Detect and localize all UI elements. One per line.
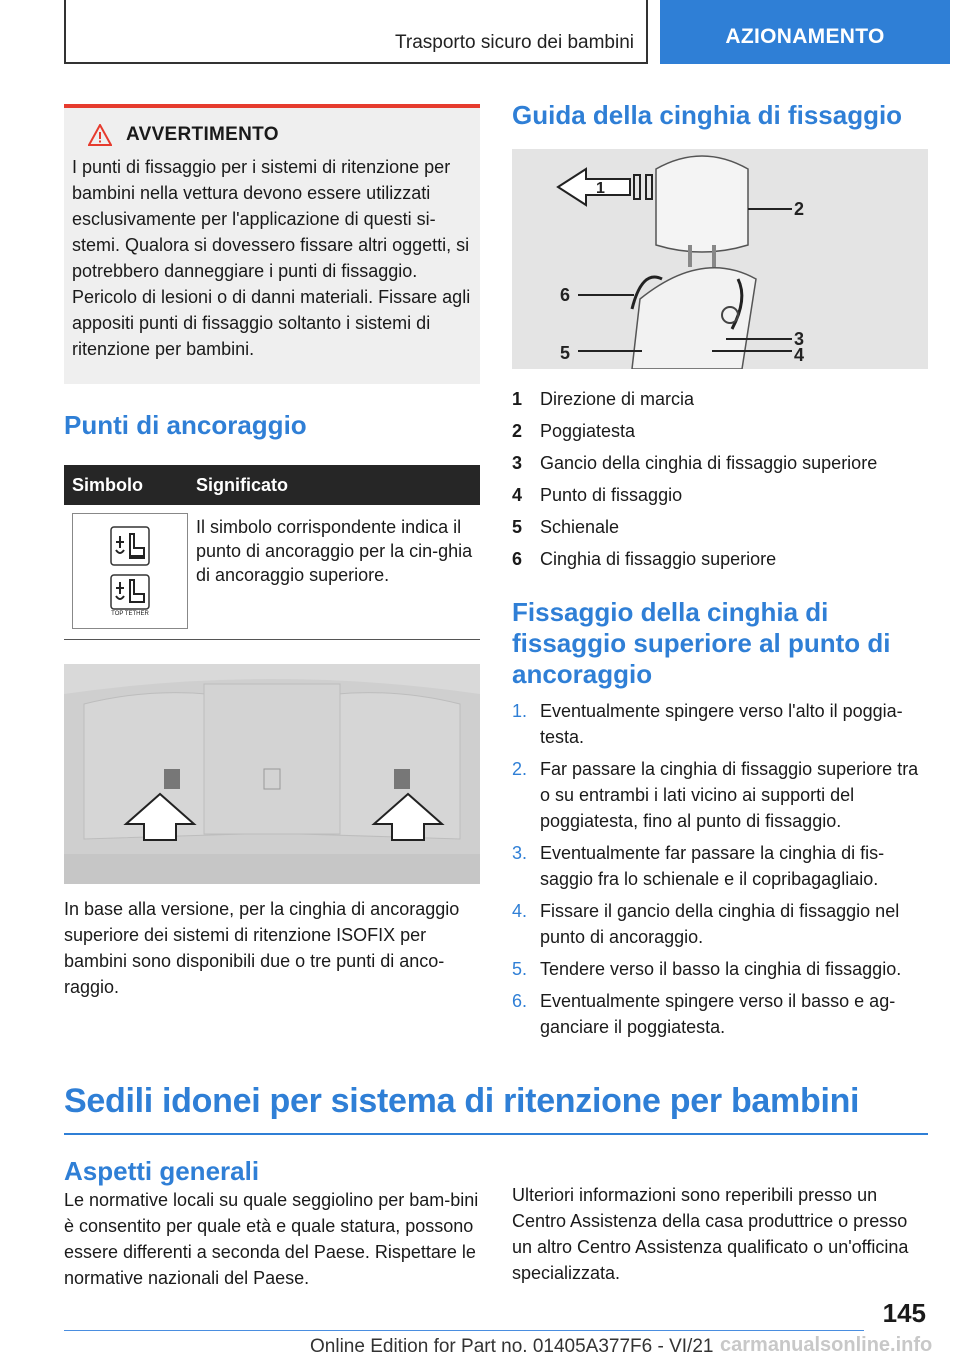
list-item: 3 Gancio della cinghia di fissaggio superiore <box>512 453 878 473</box>
right-column <box>512 100 928 1046</box>
symbol-label: TOP TETHER <box>111 610 149 617</box>
warning-title: AVVERTIMENTO <box>126 124 279 145</box>
list-item: 1 Direzione di marcia <box>512 389 695 409</box>
table-header <box>64 465 480 505</box>
warning-text: I punti di fissaggio per i sistemi di ritenzione per bambini nella vettura devono essere utilizzati esclusivamente per l'applicazione di questi si-stemi. Qualora si dovessero fissare altri oggetti, si potrebbero danneggiare i punti di fissaggio. Pericolo di lesioni o di danni materiali. Fissare agli appositi punti di fissaggio soltanto i sistemi di ritenzione per bambini. <box>72 157 471 359</box>
header-title: Trasporto sicuro dei bambini <box>394 32 634 53</box>
page-number: 145 <box>882 1298 926 1328</box>
isofix-anchor-icon <box>110 526 150 566</box>
left-column <box>64 104 480 1000</box>
general-aspects <box>64 1156 480 1291</box>
diagram-legend <box>512 383 928 575</box>
svg-text:2: 2 <box>794 199 805 219</box>
anchors-heading: Punti di ancoraggio <box>64 410 307 440</box>
symbol-table <box>64 465 480 640</box>
guide-heading: Guida della cinghia di fissaggio <box>512 100 903 130</box>
list-item: 4. Fissare il gancio della cinghia di fissaggio nel punto di ancoraggio. <box>512 901 900 947</box>
anchor-points-photo <box>64 664 480 884</box>
col-symbol-header: Simbolo <box>72 474 143 495</box>
section-tab[interactable]: AZIONAMENTO <box>660 0 950 64</box>
fixing-heading: Fissaggio della cinghia di fissaggio superiore al punto di ancoraggio <box>512 597 891 689</box>
table-row <box>64 505 480 640</box>
symbol-box <box>72 513 188 629</box>
footer-divider <box>64 1330 864 1331</box>
svg-text:5: 5 <box>560 343 571 363</box>
list-item: 5. Tendere verso il basso la cinghia di fissaggio. <box>512 959 902 979</box>
list-item: 1. Eventualmente spingere verso l'alto il poggia-testa. <box>512 701 903 747</box>
top-tether-icon <box>110 574 150 610</box>
list-item: 6 Cinghia di fissaggio superiore <box>512 549 777 569</box>
svg-text:3: 3 <box>794 329 805 349</box>
general-aspects-heading: Aspetti generali <box>64 1156 260 1186</box>
list-item: 3. Eventualmente far passare la cinghia di fis-saggio fra lo schienale e il copribagagliaio. <box>512 843 885 889</box>
warning-triangle-icon <box>88 124 112 146</box>
footer-edition: Online Edition for Part no. 01405A377F6 - VI/21 <box>310 1336 714 1357</box>
list-item: 4 Punto di fissaggio <box>512 485 683 505</box>
list-item: 2. Far passare la cinghia di fissaggio superiore tra o su entrambi i lati vicino ai supporti del poggiatesta, fino al punto di fissaggio. <box>512 759 919 831</box>
svg-text:6: 6 <box>560 285 571 305</box>
list-item: 5 Schienale <box>512 517 620 537</box>
col-meaning-header: Significato <box>196 474 289 495</box>
anchors-paragraph: In base alla versione, per la cinghia di ancoraggio superiore dei sistemi di ritenzione ISOFIX per bambini sono disponibili due o tre punti di anco-raggio. <box>64 899 460 997</box>
seats-heading: Sedili idonei per sistema di ritenzione per bambini <box>64 1082 928 1135</box>
tether-guide-diagram <box>512 149 928 369</box>
svg-text:1: 1 <box>596 180 605 197</box>
svg-text:4: 4 <box>794 345 805 365</box>
fixing-steps <box>512 698 928 1040</box>
header-frame <box>64 0 648 64</box>
warning-box <box>64 104 480 384</box>
list-item: 2 Poggiatesta <box>512 421 636 441</box>
general-aspects-text: Le normative locali su quale seggiolino per bam-bini è consentito per quale età e quale statura, possono essere differenti a seconda del Paese. Rispettare le normative nazionali del Paese. <box>64 1190 479 1288</box>
footer-watermark: carmanualsonline.info <box>720 1334 933 1356</box>
more-info-text: Ulteriori informazioni sono reperibili presso un Centro Assistenza della casa produttrice o presso un altro Centro Assistenza qualificato o un'officina specializzata. <box>512 1185 909 1283</box>
list-item: 6. Eventualmente spingere verso il basso e ag-ganciare il poggiatesta. <box>512 991 896 1037</box>
symbol-meaning: Il simbolo corrispondente indica il punto di ancoraggio per la cin-ghia di ancoraggio superiore. <box>196 517 473 585</box>
